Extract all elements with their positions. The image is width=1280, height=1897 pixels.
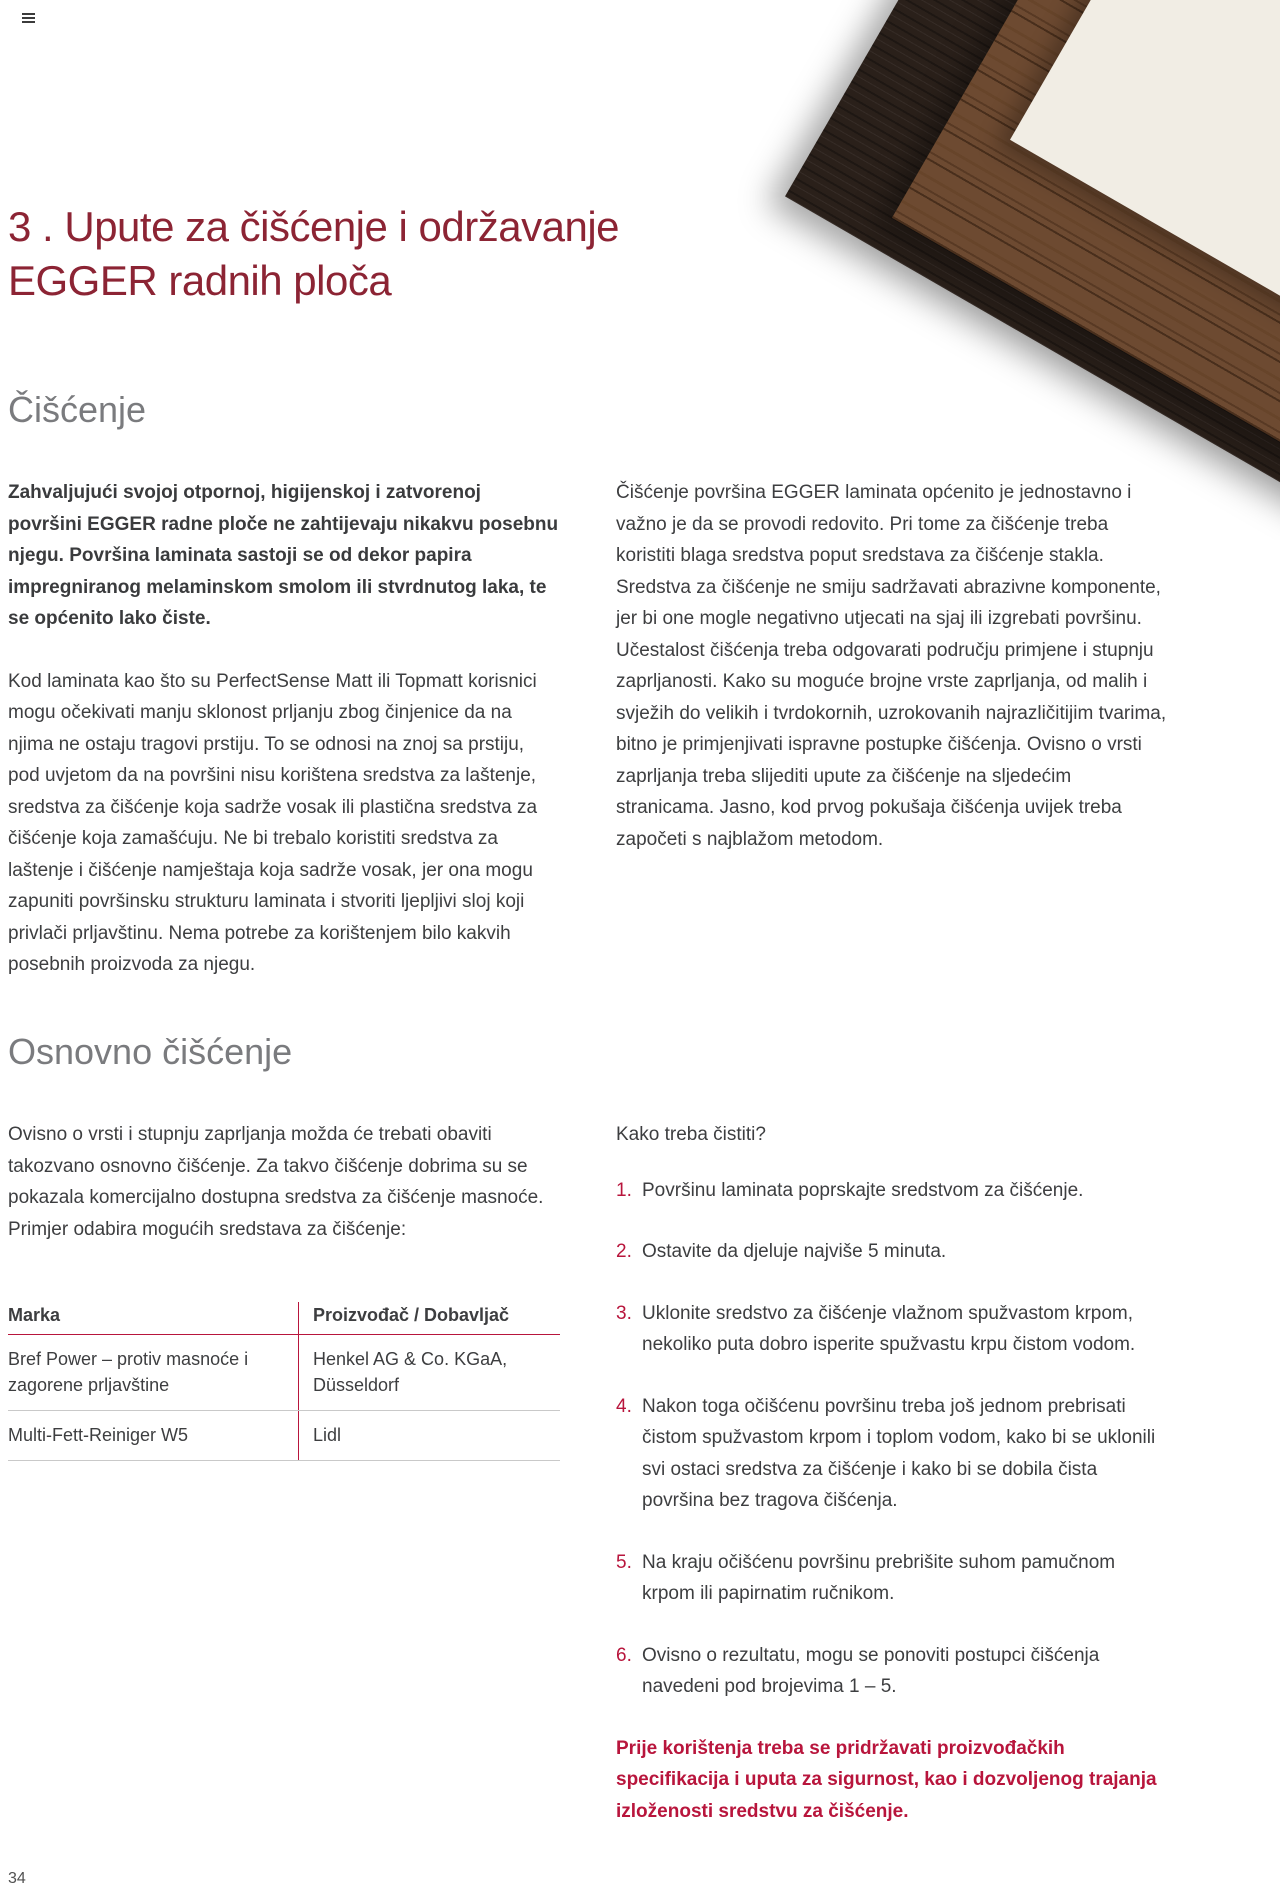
step-item [616,1547,1172,1610]
worktop-photo [600,0,1280,540]
hamburger-menu-icon[interactable] [22,13,35,25]
basic-cleaning-columns [8,1119,1172,1827]
page-number: 34 [8,1870,26,1887]
step-item [616,1175,1172,1207]
table-header-row [8,1302,560,1335]
table-cell-supplier: Lidl [299,1411,561,1461]
safety-warning-text: Prije korištenja treba se pridržavati proizvođačkih specifikacija i uputa za sigurnost, kao i dozvoljenog trajanja izloženosti sredstvu za čišćenje. [616,1737,1157,1822]
step-text: Ovisno o rezultatu, mogu se ponoviti postupci čišćenja navedeni pod brojevima 1 – 5. [642,1644,1100,1697]
table-cell-brand: Bref Power – protiv masnoće i zagorene prljavštine [8,1335,299,1411]
how-to-clean-heading: Kako treba čistiti? [616,1124,766,1145]
cleaning-left-column [8,477,560,981]
step-number: 3. [616,1302,632,1324]
step-number: 5. [616,1551,632,1573]
step-text: Uklonite sredstvo za čišćenje vlažnom spužvastom krpom, nekoliko puta dobro isperite spužvastu krpu čistom vodom. [642,1302,1136,1355]
basic-intro-paragraph: Ovisno o vrsti i stupnju zaprljanja možda će trebati obaviti takozvano osnovno čišćenje. Za takvo čišćenje dobrima su se pokazala komercijalno dostupna sredstva za čišćenje masnoće. Primjer odabira mogućih sredstava za čišćenje: [8,1124,544,1240]
basic-left-column [8,1119,560,1827]
step-text: Nakon toga očišćenu površinu treba još jednom prebrisati čistom spužvastom krpom i toplom vodom, kako bi se uklonili svi ostaci sredstva za čišćenje i kako bi se dobila čista površina bez tragova čišćenja. [642,1395,1156,1511]
table-header-supplier: Proizvođač / Dobavljač [299,1302,561,1335]
step-text: Ostavite da djeluje najviše 5 minuta. [642,1241,947,1262]
cleaning-columns [8,477,1172,981]
step-number: 2. [616,1241,632,1262]
basic-right-column [616,1119,1172,1827]
step-item [616,1391,1172,1517]
step-item [616,1640,1172,1703]
table-row [8,1335,560,1411]
section-heading-cleaning: Čišćenje [8,389,147,430]
cleaning-right-column [616,477,1172,981]
page-title-line1: 3 . Upute za čišćenje i održavanje [8,203,620,250]
step-number: 4. [616,1395,632,1417]
step-text: Površinu laminata poprskajte sredstvom za čišćenje. [642,1179,1084,1201]
step-item [616,1236,1172,1268]
cleaning-products-table [8,1302,560,1461]
cleaning-surfaces-paragraph: Čišćenje površina EGGER laminata općenito je jednostavno i važno je da se provodi redovito. Pri tome za čišćenje treba koristiti blaga sredstva poput sredstava za čišćenje stakla. Sredstva za čišćenje ne smiju sadržavati abrazivne komponente, jer bi one mogle negativno utjecati na sjaj ili izgrebati površinu. Učestalost čišćenja treba odgovarati području primjene i stupnju zaprljanosti. Kako su moguće brojne vrste zaprljanja, od malih i svježih do velikih i tvrdokornih, uzrokovanih najrazličitijim tvarima, bitno je primjenjivati ispravne postupke čišćenja. Ovisno o vrsti zaprljanja treba slijediti upute za čišćenje na sljedećim stranicama. Jasno, kod prvog pokušaja čišćenja uvijek treba započeti s najblažom metodom. [616,482,1167,850]
section-heading-basic-cleaning: Osnovno čišćenje [8,1031,293,1072]
table-cell-brand: Multi-Fett-Reiniger W5 [8,1411,299,1461]
table-header-brand: Marka [8,1302,299,1335]
table-row [8,1411,560,1461]
table-cell-supplier: Henkel AG & Co. KGaA, Düsseldorf [299,1335,561,1411]
page-title [8,200,619,308]
cleaning-intro-paragraph: Zahvaljujući svojoj otpornoj, higijenskoj i zatvorenoj površini EGGER radne ploče ne zahtijevaju nikakvu posebnu njegu. Površina laminata sastoji se od dekor papira impregniranog melaminskom smolom ili stvrdnutog laka, te se općenito lako čiste. [8,482,559,629]
step-text: Na kraju očišćenu površinu prebrišite suhom pamučnom krpom ili papirnatim ručnikom. [642,1551,1116,1604]
step-number: 1. [616,1179,632,1201]
step-number: 6. [616,1644,632,1666]
step-item [616,1298,1172,1361]
page-title-line2: EGGER radnih ploča [8,257,392,304]
cleaning-laminate-paragraph: Kod laminata kao što su PerfectSense Matt ili Topmatt korisnici mogu očekivati manju sklonost prljanju zbog činjenice da na njima ne ostaju tragovi prstiju. To se odnosi na znoj sa prstiju, pod uvjetom da na površini nisu korištena sredstva za laštenje, sredstva za čišćenje koja sadrže vosak ili plastična sredstva za čišćenje koja zamašćuju. Ne bi trebalo koristiti sredstva za laštenje i čišćenje namještaja koja sadrže vosak, jer ona mogu zapuniti površinsku strukturu laminata i stvoriti ljepljivi sloj koji privlači prljavštinu. Nema potrebe za korištenjem bilo kakvih posebnih proizvoda za njegu. [8,670,538,975]
